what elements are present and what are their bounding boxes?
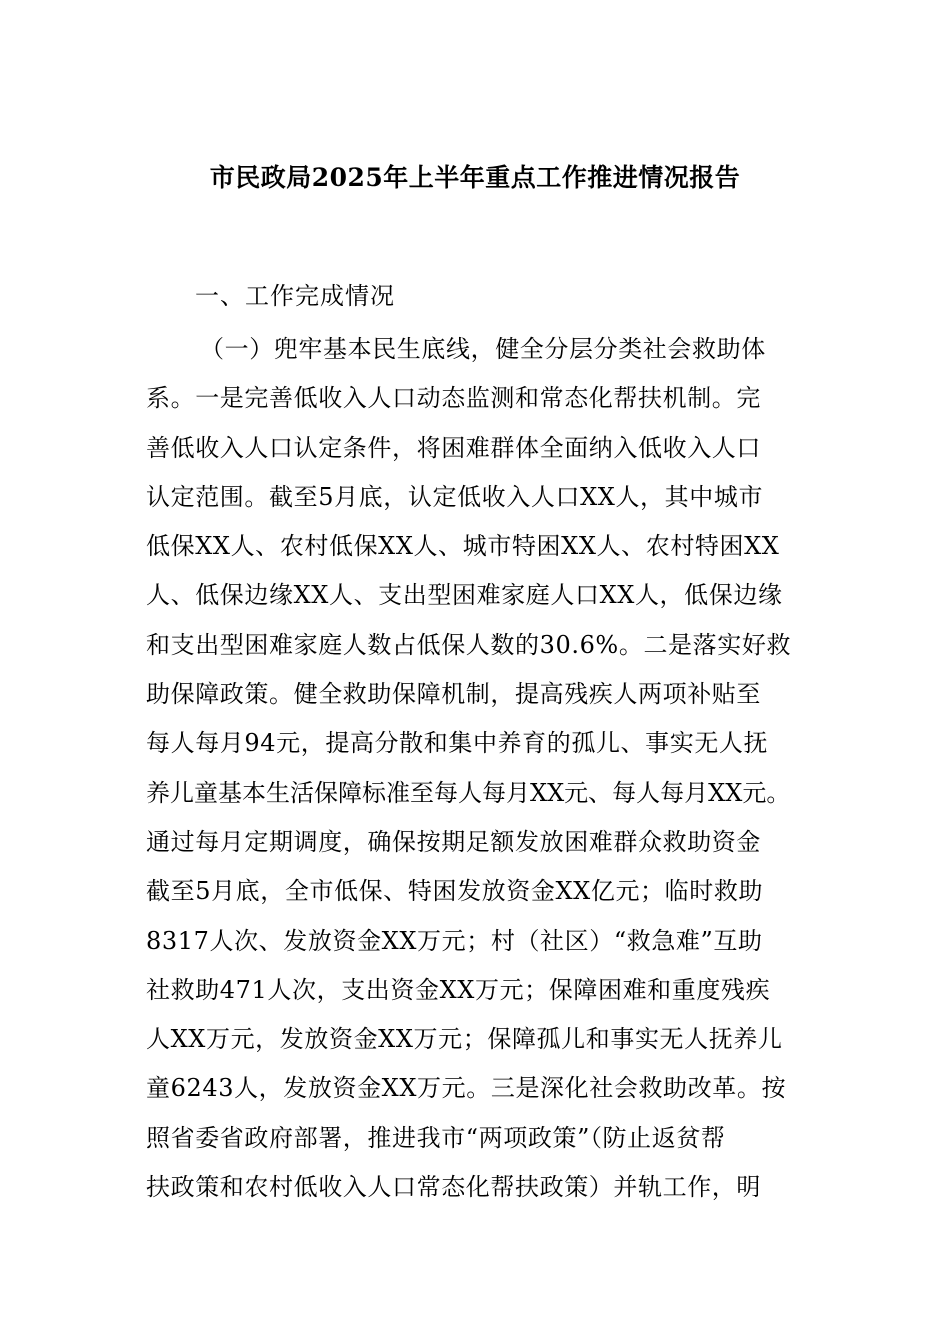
body-line: 8317人次、发放资金XX万元；村（社区）“救急难”互助 <box>146 926 763 955</box>
body-line: 截至5月底，全市低保、特困发放资金XX亿元；临时救助 <box>146 877 764 906</box>
body-line: 扶政策和农村低收入人口常态化帮扶政策）并轨工作，明 <box>146 1173 761 1202</box>
body-line: 认定范围。截至5月底，认定低收入人口XX人，其中城市 <box>146 482 764 511</box>
body-line: 每人每月94元，提高分散和集中养育的孤儿、事实无人抚 <box>146 729 769 758</box>
document-title: 市民政局2025年上半年重点工作推进情况报告 <box>209 163 741 192</box>
body-line: 系。一是完善低收入人口动态监测和常态化帮扶机制。完 <box>146 384 761 413</box>
body-line: 善低收入人口认定条件，将困难群体全面纳入低收入人口 <box>146 433 761 462</box>
body-line: （一）兜牢基本民生底线，健全分层分类社会救助体 <box>200 335 766 363</box>
body-line: 低保XX人、农村低保XX人、城市特困XX人、农村特困XX <box>146 532 780 561</box>
body-line: 童6243人，发放资金XX万元。三是深化社会救助改革。按 <box>146 1074 787 1103</box>
body-line: 和支出型困难家庭人数占低保人数的30.6%。二是落实好救 <box>146 630 792 659</box>
body-line: 助保障政策。健全救助保障机制，提高残疾人两项补贴至 <box>146 680 761 709</box>
body-line: 养儿童基本生活保障标准至每人每月XX元、每人每月XX元。 <box>146 778 791 807</box>
body-text <box>146 325 846 1212</box>
body-line: 社救助471人次，支出资金XX万元；保障困难和重度残疾 <box>146 975 771 1004</box>
body-line: 人、低保边缘XX人、支出型困难家庭人口XX人，低保边缘 <box>146 581 783 610</box>
body-line: 人XX万元，发放资金XX万元；保障孤儿和事实无人抚养儿 <box>146 1025 783 1054</box>
section-heading: 一、工作完成情况 <box>195 282 395 310</box>
body-line: 通过每月定期调度，确保按期足额发放困难群众救助资金 <box>146 827 761 856</box>
body-line: 照省委省政府部署，推进我市“两项政策”（防止返贫帮 <box>146 1123 726 1152</box>
